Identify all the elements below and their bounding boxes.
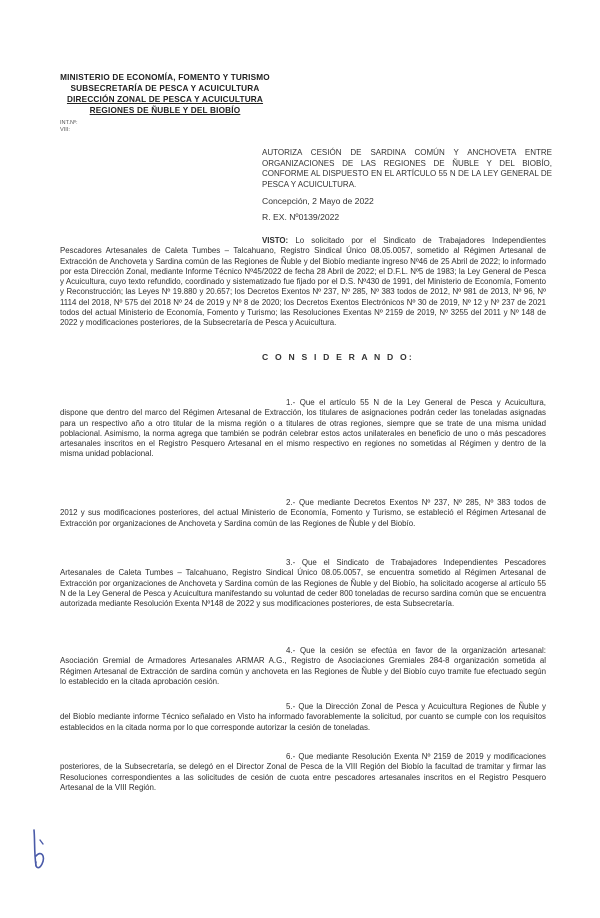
ministry-name: MINISTERIO DE ECONOMÍA, FOMENTO Y TURISMO <box>60 73 270 82</box>
considerando-number: 3.- <box>286 558 296 567</box>
resolution-date: Concepción, 2 Mayo de 2022 <box>262 196 374 206</box>
considerando-text: Que el Sindicato de Trabajadores Independientes Pescadores Artesanales de Caleta Tumbes – Talcahuano, Registro Sindical Único 08.05.0057, se encuentra sometido al Régimen Artesanal de Extracción por organizaciones de Anchoveta y Sardina común de las Regiones de Ñuble y del Biobío, ha solicitado acogerse al artículo 55 N de la Ley General de Pesca y Acuicultura manifestando su voluntad de ceder 800 toneladas de recurso sardina común que se encuentra autorizada mediante Resolución Exenta Nº148 de 2022 y sus modificaciones posteriores, de esta Subsecretaría. <box>60 558 546 609</box>
resolution-number: R. EX. Nº0139/2022 <box>262 212 340 222</box>
considerando-item <box>60 398 546 460</box>
considerando-number: 5.- <box>286 702 296 711</box>
letterhead <box>60 72 270 116</box>
considerando-text: Que la cesión se efectúa en favor de la organización artesanal: Asociación Gremial de Armadores Artesanales ARMAR A.G., Registro de Asociaciones Gremiales 284-8 organización sometida al Régimen Artesanal de Extracción de sardina común y anchoveta en las Regiones de Ñuble y del Biobío cuyo tramite fue efectuado según lo establecido en la citada aprobación cesión. <box>60 646 546 686</box>
considerando-text: Que la Dirección Zonal de Pesca y Acuicultura Regiones de Ñuble y del Biobío mediante informe Técnico señalado en Visto ha informado favorablemente la solicitud, por cuanto se cumple con los requisitos establecidos en la citada norma por lo que corresponde autorizar la cesión de toneladas. <box>60 702 546 732</box>
considerando-item <box>60 752 546 793</box>
visto-text: Lo solicitado por el Sindicato de Trabajadores Independientes Pescadores Artesanales de Caleta Tumbes – Talcahuano, Registro Sindical Único 08.05.0057, sometido al Régimen Artesanal de Extracción de Anchoveta y Sardina común de las Regiones de Ñuble y del Biobío mediante ingreso Nº46 de 25 Abril de 2022; lo informado por esta Dirección Zonal, mediante Informe Técnico Nº45/2022 de fecha 28 Abril de 2022; el D.F.L. Nº5 de 1983; la Ley General de Pesca y Acuicultura, cuyo texto refundido, coordinado y sistematizado fue fijado por el D.S. Nº430 de 1991, del Ministerio de Economía, Fomento y Reconstrucción; las Leyes Nº 19.880 y 20.657; los Decretos Exentos Nº 237, Nº 285, Nº 383 todos de 2012, Nº 981 de 2013, Nº 96, Nº 1114 del 2018, Nº 575 del 2018 Nº 24 de 2019 y Nº 8 de 2020; los Decretos Exentos Electrónicos Nº 30 de 2019, Nº 12 y Nº 237 de 2021 todos del actual Ministerio de Economía, Fomento y Turismo; las Resoluciones Exentas Nº 2159 de 2019, Nº 3255 del 2011 y Nº 148 de 2022 y modificaciones posteriores, de la Subsecretaría de Pesca y Acuicultura. <box>60 236 546 328</box>
considerando-text: Que el artículo 55 N de la Ley General de Pesca y Acuicultura, dispone que dentro del marco del Régimen Artesanal de Extracción, los titulares de asignaciones podrán ceder las toneladas asignadas para un respectivo año a otro titular de la misma región o a titulares de otras regiones, siempre que se trate de una misma unidad poblacional. Asimismo, la norma agrega que también se podrán celebrar estos actos unilaterales en beneficio de uno o más pescadores artesanales inscritos en el Registro Pesquero Artesanal en el mismo respectivo en regiones no sometidas al Régimen y dentro de la misma unidad poblacional. <box>60 398 546 459</box>
zonal-direction-name: DIRECCIÓN ZONAL DE PESCA Y ACUICULTURA <box>66 95 264 104</box>
subsecretariat-name: SUBSECRETARÍA DE PESCA Y ACUICULTURA <box>70 84 260 93</box>
considerando-heading: C O N S I D E R A N D O: <box>262 352 414 362</box>
reference-line-int: INT.Nº: <box>60 120 78 126</box>
considerando-item <box>60 498 546 529</box>
considerando-item <box>60 646 546 687</box>
visto-label: VISTO: <box>262 236 289 245</box>
handwritten-initial-icon <box>28 826 50 878</box>
considerando-number: 2.- <box>286 498 296 507</box>
considerando-text: Que mediante Decretos Exentos Nº 237, Nº 285, Nº 383 todos de 2012 y sus modificaciones posteriores, del actual Ministerio de Economía, Fomento y Turismo, se estableció el Régimen Artesanal de Extracción por organizaciones de Anchoveta y Sardina común de las Regiones de Ñuble y del Biobío. <box>60 498 546 528</box>
considerando-item <box>60 702 546 733</box>
considerando-number: 1.- <box>286 398 296 407</box>
considerando-number: 6.- <box>286 752 296 761</box>
reference-line-viii: VIII: <box>60 127 70 133</box>
reference-block <box>60 120 290 134</box>
considerando-number: 4.- <box>286 646 296 655</box>
visto-paragraph <box>60 236 546 329</box>
considerando-item <box>60 558 546 609</box>
considerando-text: Que mediante Resolución Exenta Nº 2159 de 2019 y modificaciones posteriores, de la Subsecretaría, se delegó en el Director Zonal de Pesca de la VIII Región del Biobío la facultad de tramitar y firmar las Resoluciones correspondientes a las solicitudes de cesión de cuota entre pescadores artesanales inscritos en el Registro Pesquero Artesanal de la VIII Región. <box>60 752 546 792</box>
resolution-subject: AUTORIZA CESIÓN DE SARDINA COMÚN Y ANCHOVETA ENTRE ORGANIZACIONES DE LAS REGIONES DE ÑUBLE Y DEL BIOBÍO, CONFORME AL DISPUESTO EN EL ARTÍCULO 55 N DE LA LEY GENERAL DE PESCA Y ACUICULTURA. <box>262 148 552 189</box>
regions-name: REGIONES DE ÑUBLE Y DEL BIOBÍO <box>89 106 241 115</box>
